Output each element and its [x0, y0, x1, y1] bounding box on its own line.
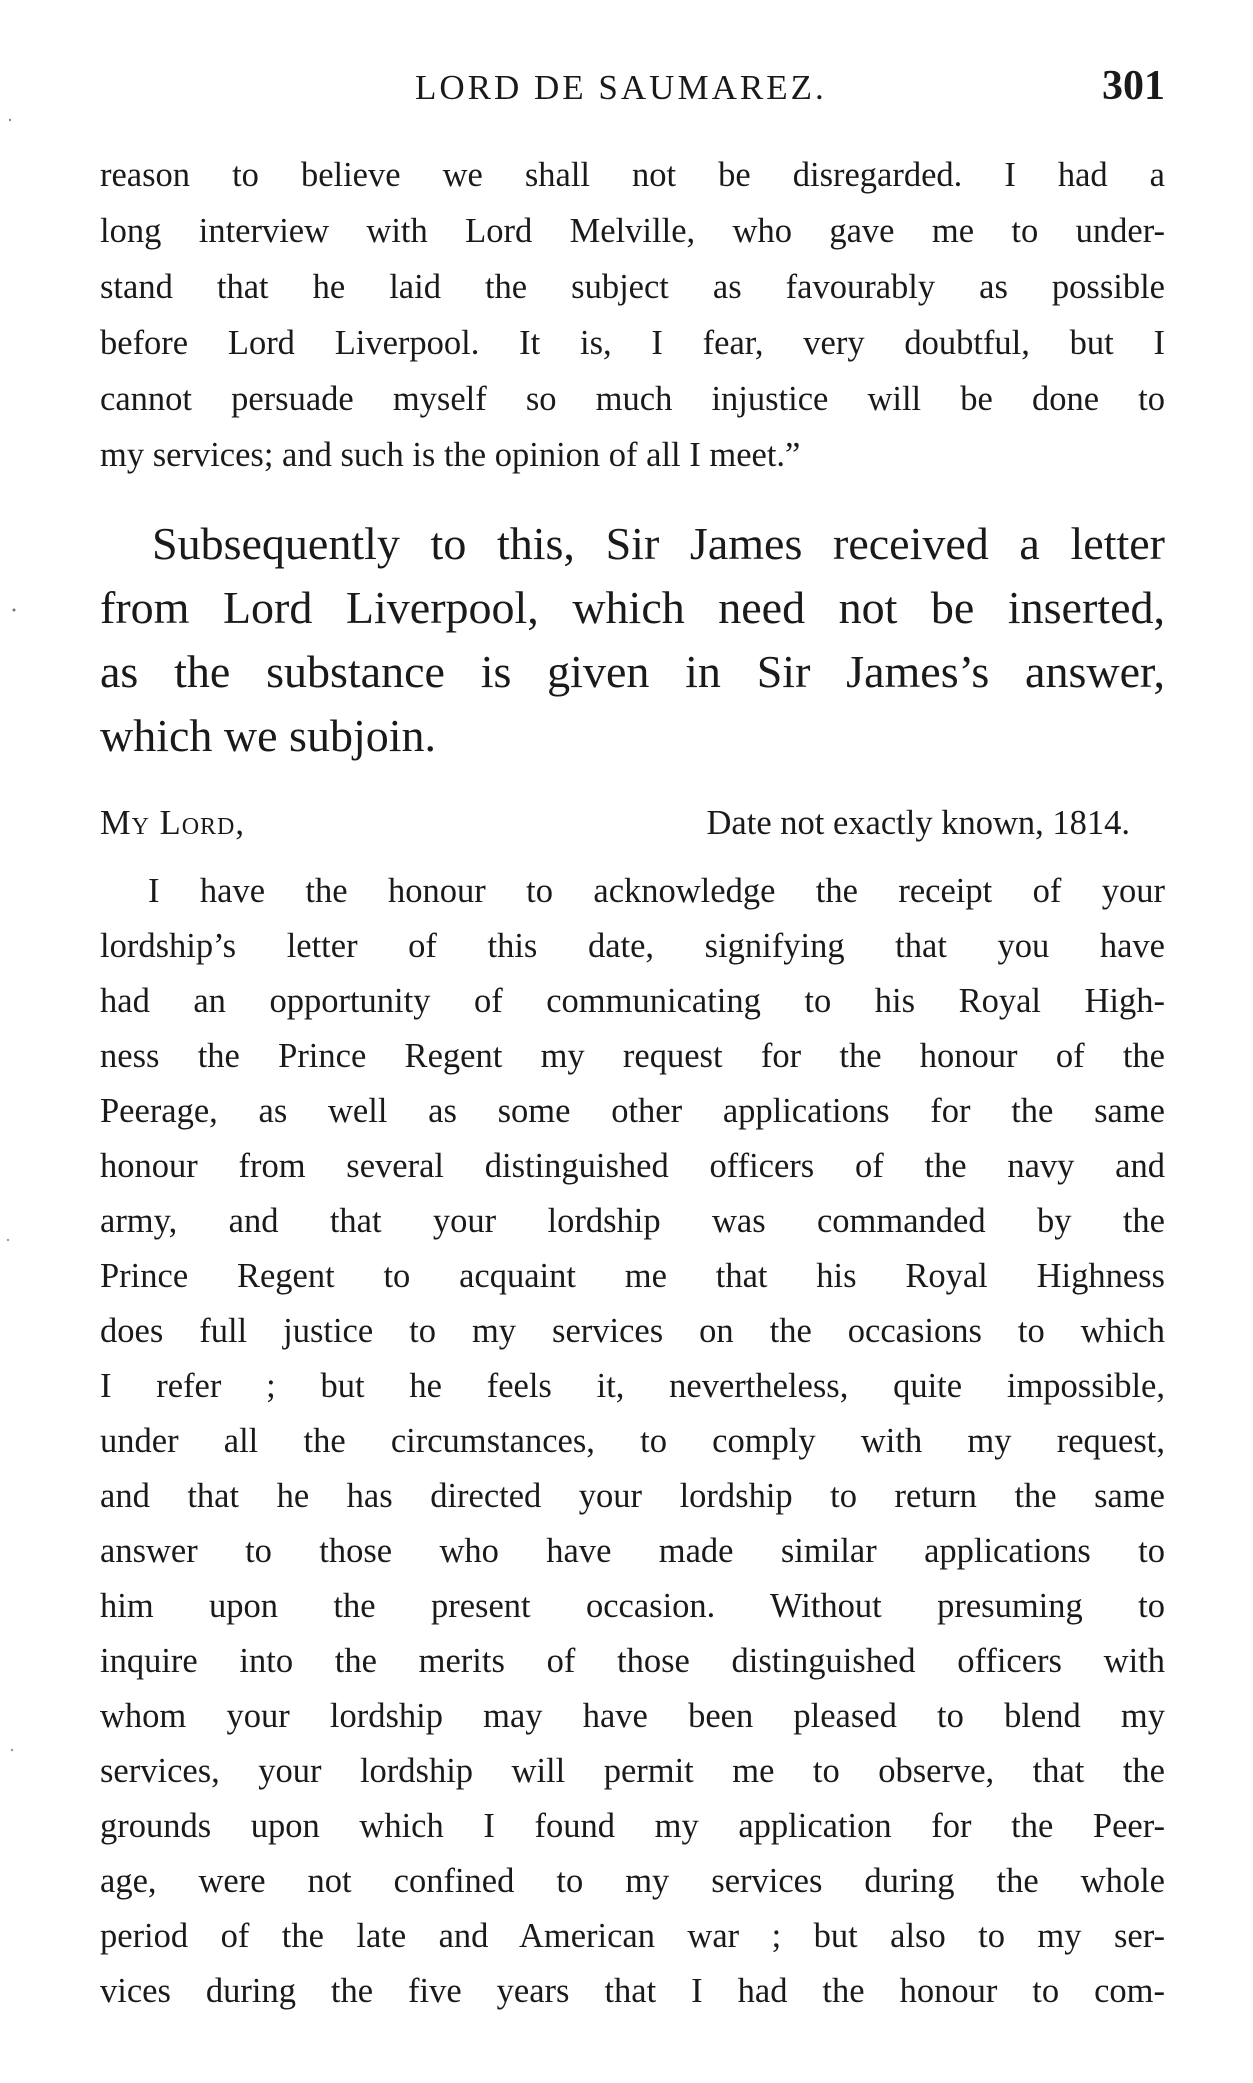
letter-line: period of the late and American war ; but also to my ser- [100, 1917, 1165, 1955]
running-title: LORD DE SAUMAREZ. [415, 68, 827, 107]
letter-line: him upon the present occasion. Without presuming to [100, 1587, 1165, 1625]
letter-line: services, your lordship will permit me to observe, that the [100, 1752, 1165, 1790]
quote-line: stand that he laid the subject as favourably as possible [100, 268, 1165, 306]
salutation: My Lord, [100, 804, 246, 842]
running-header [100, 62, 1165, 122]
letter-line: I have the honour to acknowledge the receipt of your [148, 872, 1165, 910]
narrative-line: Subsequently to this, Sir James received a letter [152, 518, 1165, 569]
letter-line: whom your lordship may have been pleased to blend my [100, 1697, 1165, 1735]
dateline: Date not exactly known, 1814. [706, 804, 1130, 842]
letter-heading [100, 798, 1130, 848]
quote-line: my services; and such is the opinion of all I meet.” [100, 436, 801, 474]
letter-line: I refer ; but he feels it, nevertheless, quite impossible, [100, 1367, 1165, 1405]
quote-line: long interview with Lord Melville, who gave me to under- [100, 212, 1165, 250]
letter-line: inquire into the merits of those distinguished officers with [100, 1642, 1165, 1680]
letter-line: had an opportunity of communicating to his Royal High- [100, 982, 1165, 1020]
letter-line: army, and that your lordship was commanded by the [100, 1202, 1165, 1240]
letter-line: lordship’s letter of this date, signifying that you have [100, 927, 1165, 965]
letter-line: ness the Prince Regent my request for the honour of the [100, 1037, 1165, 1075]
letter-line: and that he has directed your lordship to return the same [100, 1477, 1165, 1515]
letter-line: grounds upon which I found my application for the Peer- [100, 1807, 1165, 1845]
letter-line: honour from several distinguished officers of the navy and [100, 1147, 1165, 1185]
letter-line: age, were not confined to my services during the whole [100, 1862, 1165, 1900]
page-edge-specks [0, 0, 40, 2083]
page-number: 301 [1102, 63, 1165, 109]
narrative-line: which we subjoin. [100, 710, 437, 761]
letter-line: does full justice to my services on the occasions to which [100, 1312, 1165, 1350]
quote-line: reason to believe we shall not be disregarded. I had a [100, 156, 1165, 194]
narrative-line: as the substance is given in Sir James’s answer, [100, 646, 1165, 697]
narrative-line: from Lord Liverpool, which need not be inserted, [100, 582, 1165, 633]
quote-line: cannot persuade myself so much injustice will be done to [100, 380, 1165, 418]
letter-line: under all the circumstances, to comply with my request, [100, 1422, 1165, 1460]
letter-line: answer to those who have made similar applications to [100, 1532, 1165, 1570]
quote-line: before Lord Liverpool. It is, I fear, very doubtful, but I [100, 324, 1165, 362]
letter-line: Peerage, as well as some other applications for the same [100, 1092, 1165, 1130]
letter-line: vices during the five years that I had the honour to com- [100, 1972, 1165, 2010]
letter-line: Prince Regent to acquaint me that his Royal Highness [100, 1257, 1165, 1295]
